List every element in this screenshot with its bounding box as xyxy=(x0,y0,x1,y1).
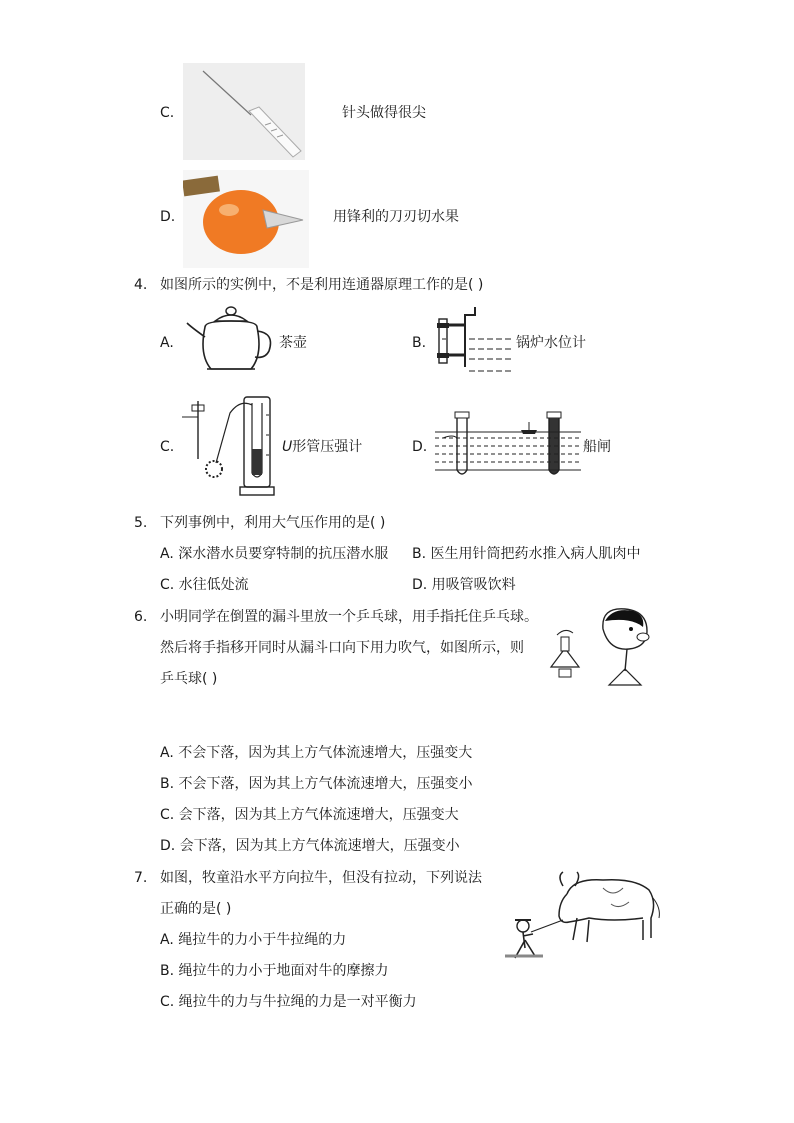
q4-number: 4. xyxy=(134,277,148,293)
u-tube-manometer-image xyxy=(180,395,280,497)
u-tube-label: 形管压强计 xyxy=(292,439,363,455)
q6-option-b: B. 不会下落，因为其上方气体流速增大，压强变小 xyxy=(160,776,473,792)
q4-option-b-text: 锅炉水位计 xyxy=(516,335,586,351)
q4-option-c-text xyxy=(282,437,362,457)
funnel-ping-pong-image xyxy=(543,607,667,691)
q4-option-b-letter: B. xyxy=(412,335,427,351)
q7-stem-line1: 如图，牧童沿水平方向拉牛，但没有拉动，下列说法 xyxy=(160,870,482,886)
ship-lock-image xyxy=(435,408,581,480)
q7-option-a: A. 绳拉牛的力小于牛拉绳的力 xyxy=(160,932,347,948)
q4-stem: 如图所示的实例中，不是利用连通器原理工作的是( ) xyxy=(160,277,484,293)
q5-stem: 下列事例中，利用大气压作用的是( ) xyxy=(160,515,386,531)
q6-stem-line2: 然后将手指移开同时从漏斗口向下用力吹气，如图所示，则 xyxy=(160,640,524,656)
q5-option-a: A. 深水潜水员要穿特制的抗压潜水服 xyxy=(160,546,389,562)
q7-option-c: C. 绳拉牛的力与牛拉绳的力是一对平衡力 xyxy=(160,994,417,1010)
q6-number: 6. xyxy=(134,609,148,625)
q4-option-d-text: 船闸 xyxy=(583,439,611,455)
q5-option-b: B. 医生用针筒把药水推入病人肌肉中 xyxy=(412,546,641,562)
q3-option-d-text: 用锋利的刀刃切水果 xyxy=(333,209,459,225)
boiler-water-gauge-image xyxy=(435,305,515,375)
q7-stem-line2: 正确的是( ) xyxy=(160,901,232,917)
q5-number: 5. xyxy=(134,515,148,531)
q3-option-c-text: 针头做得很尖 xyxy=(342,105,426,121)
knife-fruit-image xyxy=(183,170,309,268)
u-letter-italic: U xyxy=(282,439,293,455)
teapot-image xyxy=(185,303,277,377)
q6-option-c: C. 会下落，因为其上方气体流速增大，压强变大 xyxy=(160,807,459,823)
q4-option-d-letter: D. xyxy=(412,439,428,455)
q6-stem-line3: 乒乓球( ) xyxy=(160,671,218,687)
q3-option-d-letter: D. xyxy=(160,209,176,225)
q5-option-c: C. 水往低处流 xyxy=(160,577,249,593)
q4-option-c-letter: C. xyxy=(160,439,175,455)
q7-number: 7. xyxy=(134,870,148,886)
q6-stem-line1: 小明同学在倒置的漏斗里放一个乒乓球，用手指托住乒乓球。 xyxy=(160,609,538,625)
q3-option-c-letter: C. xyxy=(160,105,175,121)
q6-option-d: D. 会下落，因为其上方气体流速增大，压强变小 xyxy=(160,838,460,854)
q4-option-a-text: 茶壶 xyxy=(279,335,307,351)
boy-pulling-ox-image xyxy=(503,868,663,960)
q7-option-b: B. 绳拉牛的力小于地面对牛的摩擦力 xyxy=(160,963,389,979)
q6-option-a: A. 不会下落，因为其上方气体流速增大，压强变大 xyxy=(160,745,473,761)
q5-option-d: D. 用吸管吸饮料 xyxy=(412,577,516,593)
syringe-needle-image xyxy=(183,63,305,160)
q4-option-a-letter: A. xyxy=(160,335,174,351)
